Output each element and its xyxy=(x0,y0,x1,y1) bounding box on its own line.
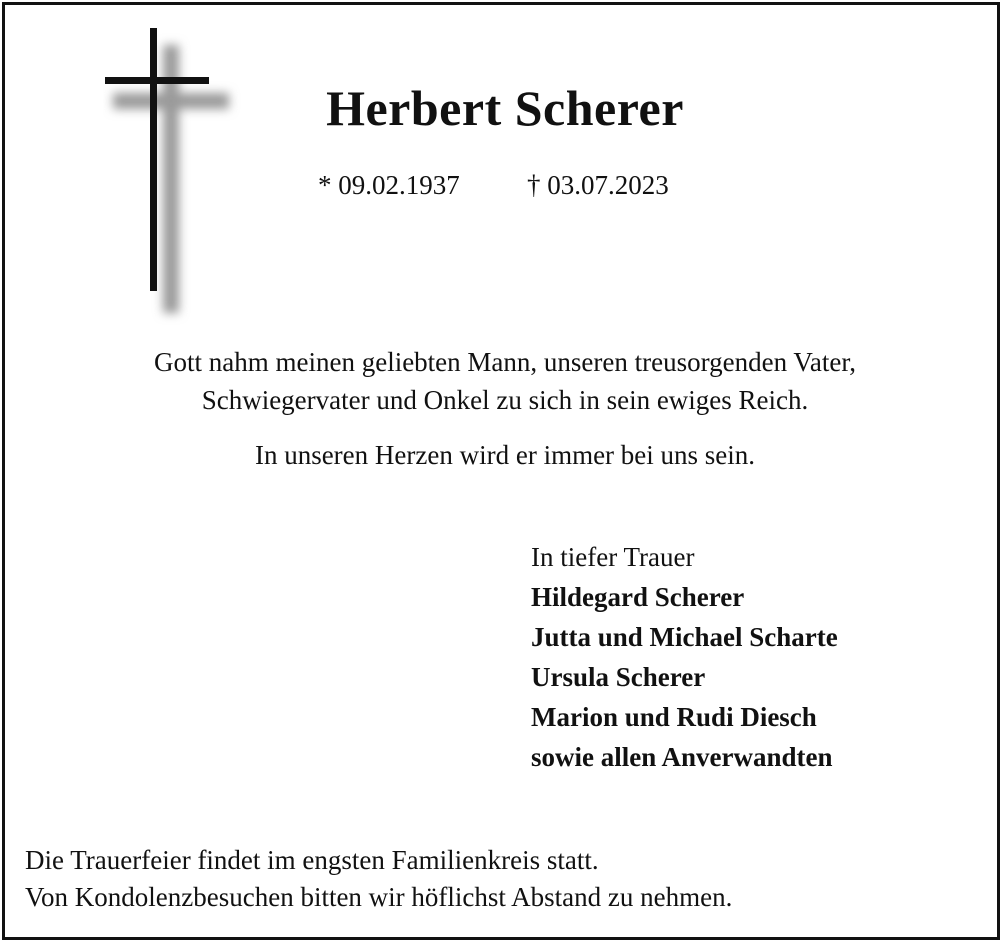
footer-line: Die Trauerfeier findet im engsten Familienkreis statt. xyxy=(25,845,599,875)
deceased-name: Herbert Scherer xyxy=(326,80,684,136)
intro-text xyxy=(5,343,1000,419)
obituary-notice xyxy=(2,2,1000,940)
mourner-name: Jutta und Michael Scharte xyxy=(531,622,838,652)
mourning-heading: In tiefer Trauer xyxy=(531,542,695,572)
mourner-name: Ursula Scherer xyxy=(531,662,706,692)
intro-line: Gott nahm meinen geliebten Mann, unseren treusorgenden Vater, xyxy=(154,347,856,377)
mourners-block xyxy=(531,537,838,777)
mourner-name: Marion und Rudi Diesch xyxy=(531,702,817,732)
heart-line: In unseren Herzen wird er immer bei uns sein. xyxy=(254,440,756,470)
mourner-name: Hildegard Scherer xyxy=(531,582,745,612)
death-date: † 03.07.2023 xyxy=(527,170,669,200)
cross-icon xyxy=(103,25,243,325)
intro-line: Schwiegervater und Onkel zu sich in sein ewiges Reich. xyxy=(201,385,809,415)
birth-date: * 09.02.1937 xyxy=(318,170,460,200)
footer-line: Von Kondolenzbesuchen bitten wir höflichst Abstand zu nehmen. xyxy=(25,882,733,912)
footer-text xyxy=(25,842,732,916)
mourner-name: sowie allen Anverwandten xyxy=(531,742,833,772)
